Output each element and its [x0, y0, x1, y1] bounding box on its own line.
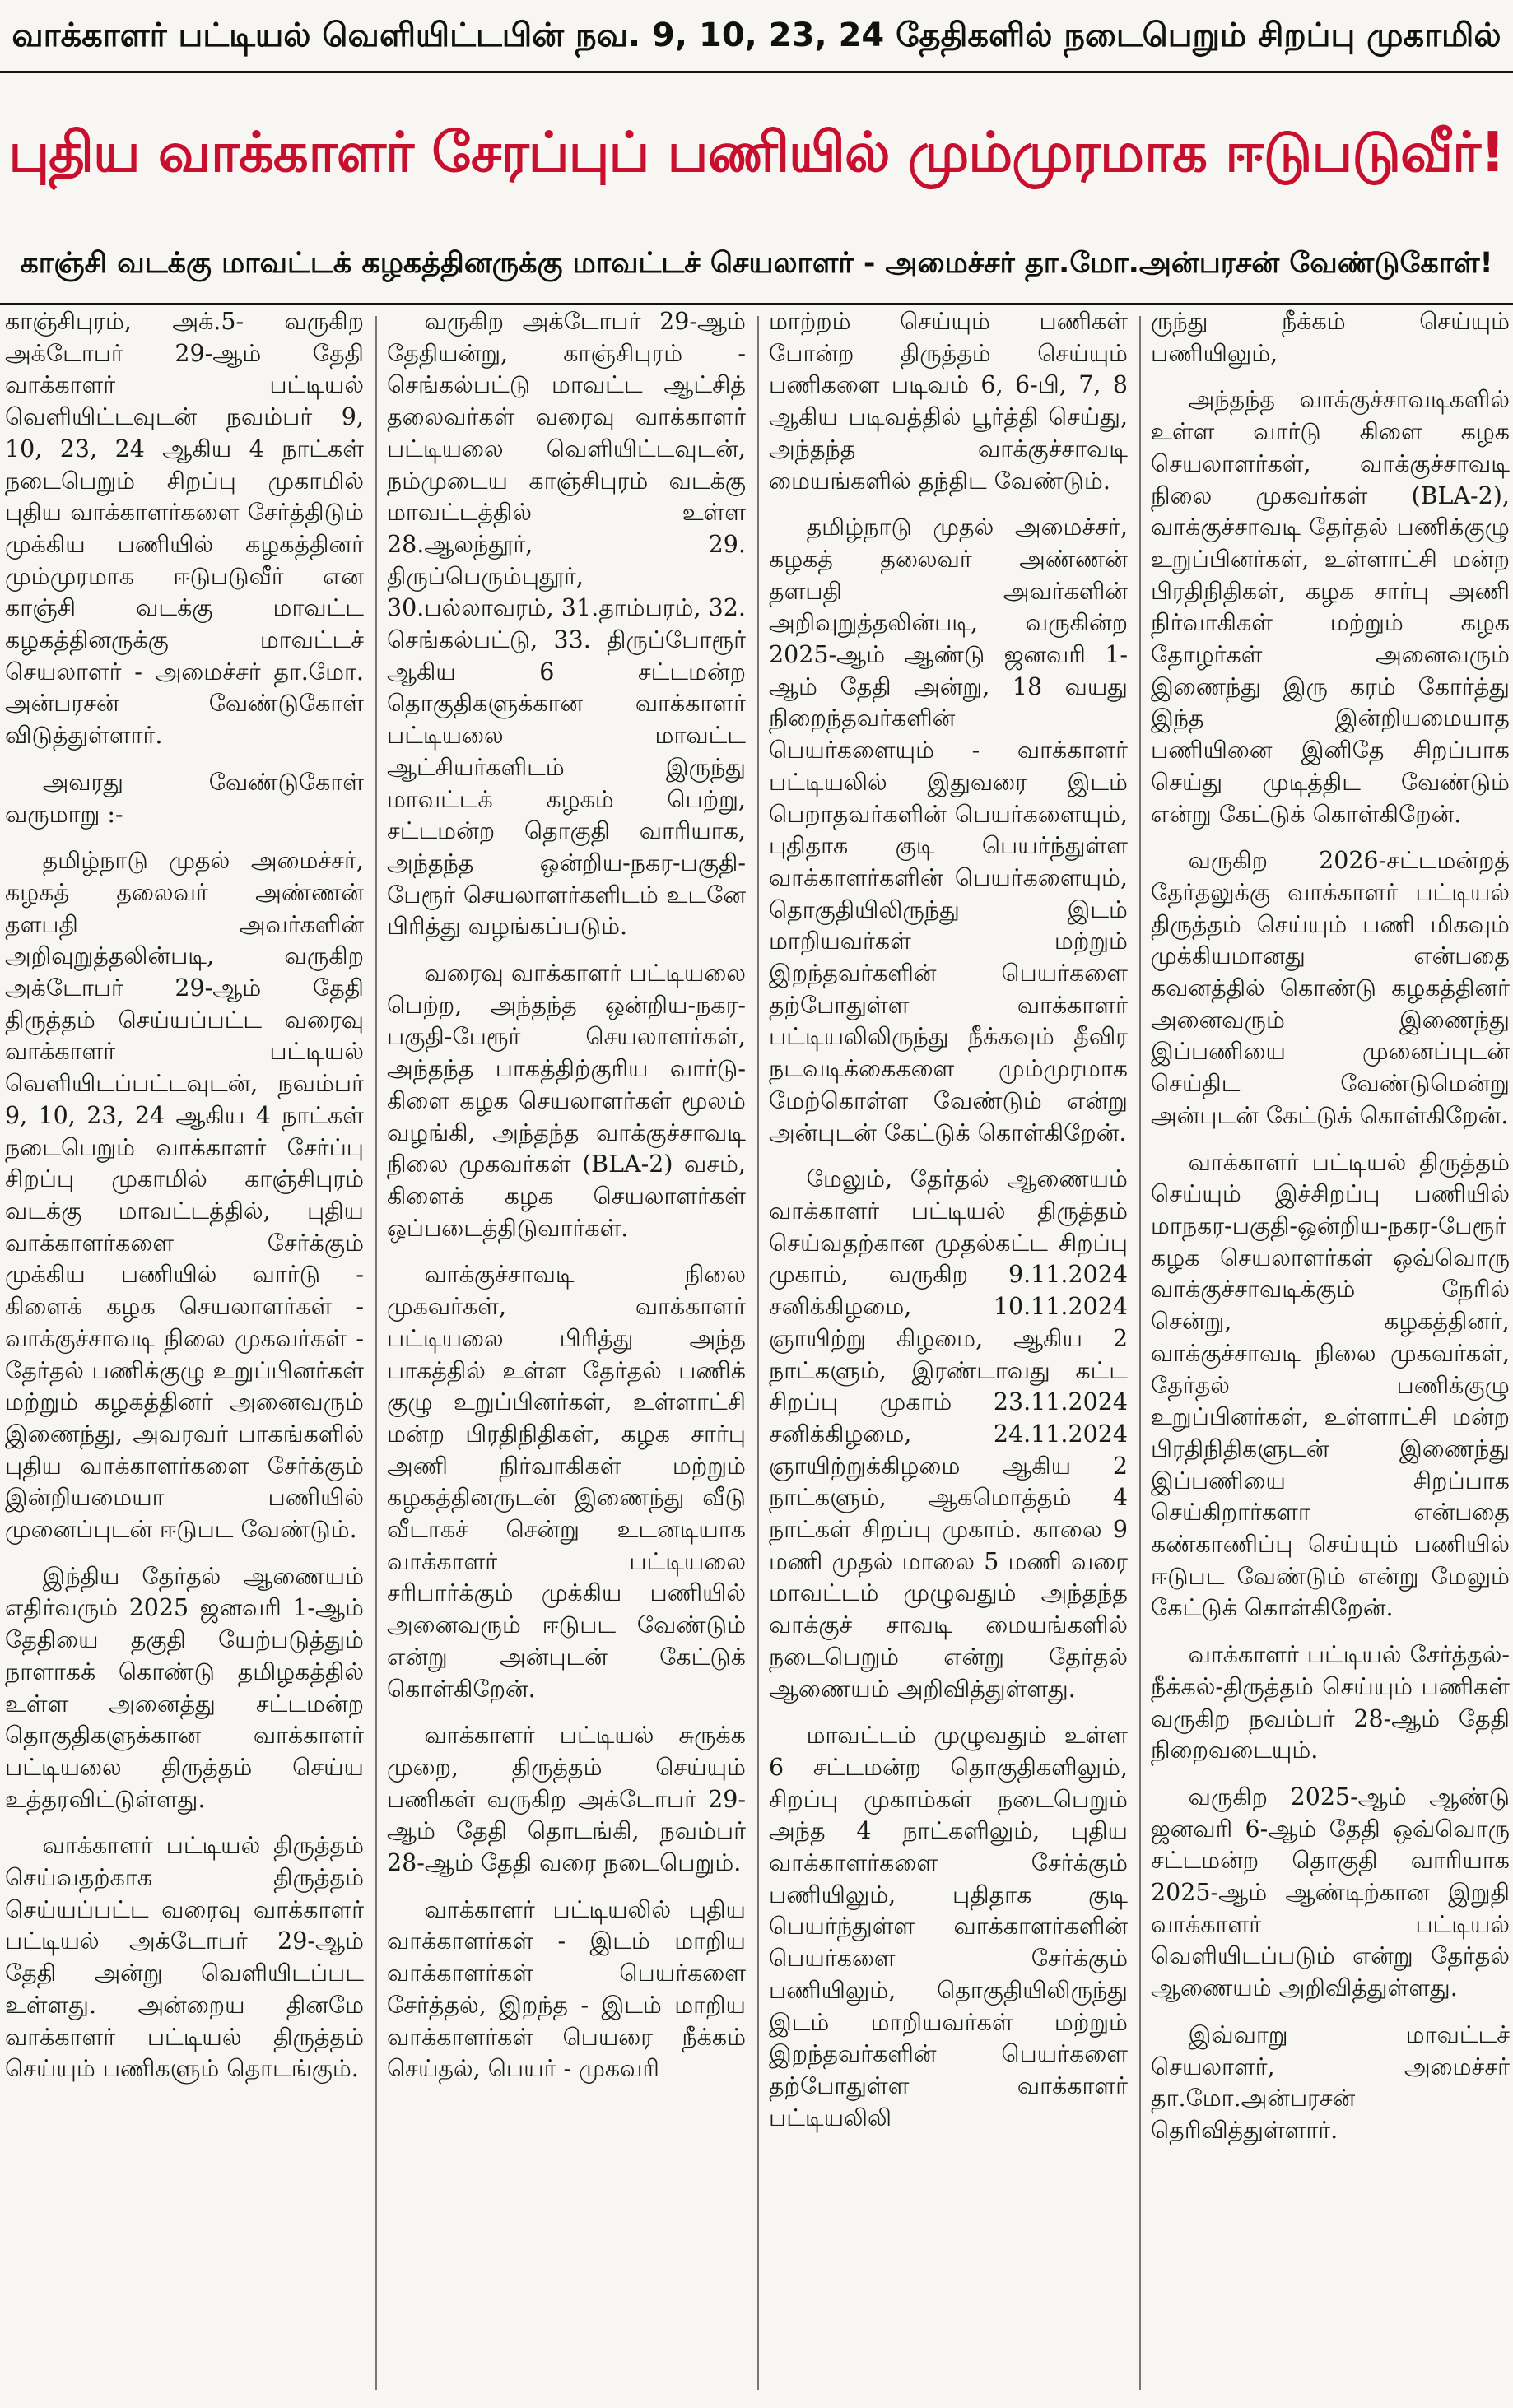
article-paragraph: வருகிற அக்டோபர் 29-ஆம் தேதியன்று, காஞ்சிபுரம் - செங்கல்பட்டு மாவட்ட ஆட்சித் தலைவர்கள் வரைவு வாக்காளர் பட்டியலை வெளியிட்டவுடன், நம்முடைய காஞ்சிபுரம் வடக்கு மாவட்டத்தில் உள்ள 28.ஆலந்தூர், 29. திருப்பெரும்புதூர், 30.பல்லாவரம், 31.தாம்பரம், 32. செங்கல்பட்டு, 33. திருப்போரூர் ஆகிய 6 சட்டமன்ற தொகுதிகளுக்கான வாக்காளர் பட்டியலை மாவட்ட ஆட்சியர்களிடம் இருந்து மாவட்டக் கழகம் பெற்று, சட்டமன்ற தொகுதி வாரியாக, அந்தந்த ஒன்றிய-நகர-பகுதி-பேரூர் செயலாளர்களிடம் உடனே பிரித்து வழங்கப்படும். — [387, 308, 746, 941]
article-paragraph: வருகிற 2026-சட்டமன்றத் தேர்தலுக்கு வாக்காளர் பட்டியல் திருத்தம் செய்யும் பணி மிகவும் முக்கியமானது என்பதை கவனத்தில் கொண்டு கழகத்தினர் அனைவரும் இணைந்து இப்பணியை முனைப்புடன் செய்திட வேண்டுமென்று அன்புடன் கேட்டுக் கொள்கிறேன். — [1151, 847, 1510, 1129]
article-paragraph: வாக்குச்சாவடி நிலை முகவர்கள், வாக்காளர் பட்டியலை பிரித்து அந்த பாகத்தில் உள்ள தேர்தல் பணிக் குழு உறுப்பினர்கள், உள்ளாட்சி மன்ற பிரதிநிதிகள், கழக சார்பு அணி நிர்வாகிகள் மற்றும் கழகத்தினருடன் இணைந்து வீடு வீடாகச் சென்று உடனடியாக வாக்காளர் பட்டியலை சரிபார்க்கும் முக்கிய பணியில் அனைவரும் ஈடுபட வேண்டும் என்று அன்புடன் கேட்டுக் கொள்கிறேன். — [387, 1261, 746, 1703]
article-column-2 — [387, 306, 746, 2406]
top-rule — [0, 71, 1513, 73]
subheadline: காஞ்சி வடக்கு மாவட்டக் கழகத்தினருக்கு மாவட்டச் செயலாளர் - அமைச்சர் தா.மோ.அன்பரசன் வேண்டுகோள்! — [20, 247, 1493, 280]
article-paragraph: இந்திய தேர்தல் ஆணையம் எதிர்வரும் 2025 ஜனவரி 1-ஆம் தேதியை தகுதி யேற்படுத்தும் நாளாகக் கொண்டு தமிழகத்தில் உள்ள அனைத்து சட்டமன்ற தொகுதிகளுக்கான வாக்காளர் பட்டியலை திருத்தம் செய்ய உத்தரவிட்டுள்ளது. — [5, 1562, 364, 1813]
article-paragraph: இவ்வாறு மாவட்டச் செயலாளர், அமைச்சர் தா.மோ.அன்பரசன் தெரிவித்துள்ளார். — [1151, 2020, 1510, 2144]
article-paragraph: வாக்காளர் பட்டியல் சேர்த்தல்-நீக்கல்-திருத்தம் செய்யும் பணிகள் வருகிற நவம்பர் 28-ஆம் தேதி நிறைவடையும். — [1151, 1641, 1510, 1764]
subhead-rule — [0, 303, 1513, 305]
column-divider — [757, 316, 759, 2390]
article-paragraph: வரைவு வாக்காளர் பட்டியலை பெற்ற, அந்தந்த ஒன்றிய-நகர-பகுதி-பேரூர் செயலாளர்கள், அந்தந்த பாகத்திற்குரிய வார்டு-கிளை கழக செயலாளர்கள் மூலம் வழங்கி, அந்தந்த வாக்குச்சாவடி நிலை முகவர்கள் (BLA-2) வசம், கிளைக் கழக செயலாளர்கள் ஒப்படைத்திடுவார்கள். — [387, 960, 746, 1242]
article-paragraph: மாற்றம் செய்யும் பணிகள் போன்ற திருத்தம் செய்யும் பணிகளை படிவம் 6, 6-பி, 7, 8 ஆகிய படிவத்தில் பூர்த்தி செய்து, அந்தந்த வாக்குச்சாவடி மையங்களில் தந்திட வேண்டும். — [769, 308, 1128, 495]
article-paragraph: வாக்காளர் பட்டியல் திருத்தம் செய்யும் இச்சிறப்பு பணியில் மாநகர-பகுதி-ஒன்றிய-நகர-பேரூர் கழக செயலாளர்கள் ஒவ்வொரு வாக்குச்சாவடிக்கும் நேரில் சென்று, கழகத்தினர், வாக்குச்சாவடி நிலை முகவர்கள், தேர்தல் பணிக்குழு உறுப்பினர்கள், உள்ளாட்சி மன்ற பிரதிநிதிகளுடன் இணைந்து இப்பணியை சிறப்பாக செய்கிறார்களா என்பதை கண்காணிப்பு செய்யும் பணியில் ஈடுபட வேண்டும் என்று மேலும் கேட்டுக் கொள்கிறேன். — [1151, 1148, 1510, 1622]
article-paragraph: அவரது வேண்டுகோள் வருமாறு :- — [5, 768, 364, 828]
column-divider — [375, 316, 377, 2390]
headline: புதிய வாக்காளர் சேரப்புப் பணியில் மும்முரமாக ஈடுபடுவீர்! — [8, 120, 1505, 184]
article-paragraph: வாக்காளர் பட்டியல் சுருக்க முறை, திருத்தம் செய்யும் பணிகள் வருகிற அக்டோபர் 29-ஆம் தேதி தொடங்கி, நவம்பர் 28-ஆம் தேதி வரை நடைபெறும். — [387, 1722, 746, 1877]
article-paragraph: வாக்காளர் பட்டியலில் புதிய வாக்காளர்கள் - இடம் மாறிய வாக்காளர்கள் பெயர்களை சேர்த்தல், இறந்த - இடம் மாறிய வாக்காளர்கள் பெயரை நீக்கம் செய்தல், பெயர் - முகவரி — [387, 1895, 746, 2083]
article-paragraph: வருகிற 2025-ஆம் ஆண்டு ஜனவரி 6-ஆம் தேதி ஒவ்வொரு சட்டமன்ற தொகுதி வாரியாக 2025-ஆம் ஆண்டிற்கான இறுதி வாக்காளர் பட்டியல் வெளியிடப்படும் என்று தேர்தல் ஆணையம் அறிவித்துள்ளது. — [1151, 1783, 1510, 2002]
article-paragraph: தமிழ்நாடு முதல் அமைச்சர், கழகத் தலைவர் அண்ணன் தளபதி அவர்களின் அறிவுறுத்தலின்படி, வருகிற அக்டோபர் 29-ஆம் தேதி திருத்தம் செய்யப்பட்ட வரைவு வாக்காளர் பட்டியல் வெளியிடப்பட்டவுடன், நவம்பர் 9, 10, 23, 24 ஆகிய 4 நாட்கள் நடைபெறும் வாக்காளர் சேர்ப்பு சிறப்பு முகாமில் காஞ்சிபுரம் வடக்கு மாவட்டத்தில், புதிய வாக்காளர்களை சேர்க்கும் முக்கிய பணியில் வார்டு - கிளைக் கழக செயலாளர்கள் - வாக்குச்சாவடி நிலை முகவர்கள் - தேர்தல் பணிக்குழு உறுப்பினர்கள் மற்றும் கழகத்தினர் அனைவரும் இணைந்து, அவரவர் பாகங்களில் புதிய வாக்காளர்களை சேர்க்கும் இன்றியமையா பணியில் முனைப்புடன் ஈடுபட வேண்டும். — [5, 847, 364, 1544]
article-column-1 — [5, 306, 364, 2406]
article-paragraph: தமிழ்நாடு முதல் அமைச்சர், கழகத் தலைவர் அண்ணன் தளபதி அவர்களின் அறிவுறுத்தலின்படி, வருகின்ற 2025-ஆம் ஆண்டு ஜனவரி 1-ஆம் தேதி அன்று, 18 வயது நிறைந்தவர்களின் பெயர்களையும் - வாக்காளர் பட்டியலில் இதுவரை இடம் பெறாதவர்களின் பெயர்களையும், புதிதாக குடி பெயர்ந்துள்ள வாக்காளர்களின் பெயர்களையும், தொகுதியிலிருந்து இடம் மாறியவர்கள் மற்றும் இறந்தவர்களின் பெயர்களை தற்போதுள்ள வாக்காளர் பட்டியலிலிருந்து நீக்கவும் தீவிர நடவடிக்கைகளை மும்முரமாக மேற்கொள்ள வேண்டும் என்று அன்புடன் கேட்டுக் கொள்கிறேன். — [769, 514, 1128, 1146]
article-paragraph: ருந்து நீக்கம் செய்யும் பணியிலும், — [1151, 308, 1510, 367]
column-divider — [1139, 316, 1141, 2390]
article-paragraph: அந்தந்த வாக்குச்சாவடிகளில் உள்ள வார்டு கிளை கழக செயலாளர்கள், வாக்குச்சாவடி நிலை முகவர்கள் (BLA-2), வாக்குச்சாவடி தேர்தல் பணிக்குழு உறுப்பினர்கள், உள்ளாட்சி மன்ற பிரதிநிதிகள், கழக சார்பு அணி நிர்வாகிகள் மற்றும் கழக தோழர்கள் அனைவரும் இணைந்து இரு கரம் கோர்த்து இந்த இன்றியமையாத பணியினை இனிதே சிறப்பாக செய்து முடித்திட வேண்டும் என்று கேட்டுக் கொள்கிறேன். — [1151, 386, 1510, 828]
article-column-4 — [1151, 306, 1510, 2406]
article-paragraph: வாக்காளர் பட்டியல் திருத்தம் செய்வதற்காக திருத்தம் செய்யப்பட்ட வரைவு வாக்காளர் பட்டியல் அக்டோபர் 29-ஆம் தேதி அன்று வெளியிடப்பட உள்ளது. அன்றைய தினமே வாக்காளர் பட்டியல் திருத்தம் செய்யும் பணிகளும் தொடங்கும். — [5, 1832, 364, 2083]
kicker-line: வாக்காளர் பட்டியல் வெளியிட்டபின் நவ. 9, 10, 23, 24 தேதிகளில் நடைபெறும் சிறப்பு முகாமில் — [12, 16, 1501, 54]
article-paragraph: மேலும், தேர்தல் ஆணையம் வாக்காளர் பட்டியல் திருத்தம் செய்வதற்கான முதல்கட்ட சிறப்பு முகாம், வருகிற 9.11.2024 சனிக்கிழமை, 10.11.2024 ஞாயிற்று கிழமை, ஆகிய 2 நாட்களும், இரண்டாவது கட்ட சிறப்பு முகாம் 23.11.2024 சனிக்கிழமை, 24.11.2024 ஞாயிற்றுக்கிழமை ஆகிய 2 நாட்களும், ஆகமொத்தம் 4 நாட்கள் சிறப்பு முகாம். காலை 9 மணி முதல் மாலை 5 மணி வரை மாவட்டம் முழுவதும் அந்தந்த வாக்குச் சாவடி மையங்களில் நடைபெறும் என்று தேர்தல் ஆணையம் அறிவித்துள்ளது. — [769, 1165, 1128, 1703]
article-column-3 — [769, 306, 1128, 2406]
article-body — [5, 306, 1510, 2406]
article-paragraph: மாவட்டம் முழுவதும் உள்ள 6 சட்டமன்ற தொகுதிகளிலும், சிறப்பு முகாம்கள் நடைபெறும் அந்த 4 நாட்களிலும், புதிய வாக்காளர்களை சேர்க்கும் பணியிலும், புதிதாக குடி பெயர்ந்துள்ள வாக்காளர்களின் பெயர்களை சேர்க்கும் பணியிலும், தொகுதியிலிருந்து இடம் மாறியவர்கள் மற்றும் இறந்தவர்களின் பெயர்களை தற்போதுள்ள வாக்காளர் பட்டியலிலி — [769, 1722, 1128, 2131]
article-paragraph: காஞ்சிபுரம், அக்.5- வருகிற அக்டோபர் 29-ஆம் தேதி வாக்காளர் பட்டியல் வெளியிட்டவுடன் நவம்பர் 9, 10, 23, 24 ஆகிய 4 நாட்கள் நடைபெறும் சிறப்பு முகாமில் புதிய வாக்காளர்களை சேர்த்திடும் முக்கிய பணியில் கழகத்தினர் மும்முரமாக ஈடுபடுவீர் என காஞ்சி வடக்கு மாவட்ட கழகத்தினருக்கு மாவட்டச் செயலாளர் - அமைச்சர் தா.மோ. அன்பரசன் வேண்டுகோள் விடுத்துள்ளார். — [5, 308, 364, 750]
